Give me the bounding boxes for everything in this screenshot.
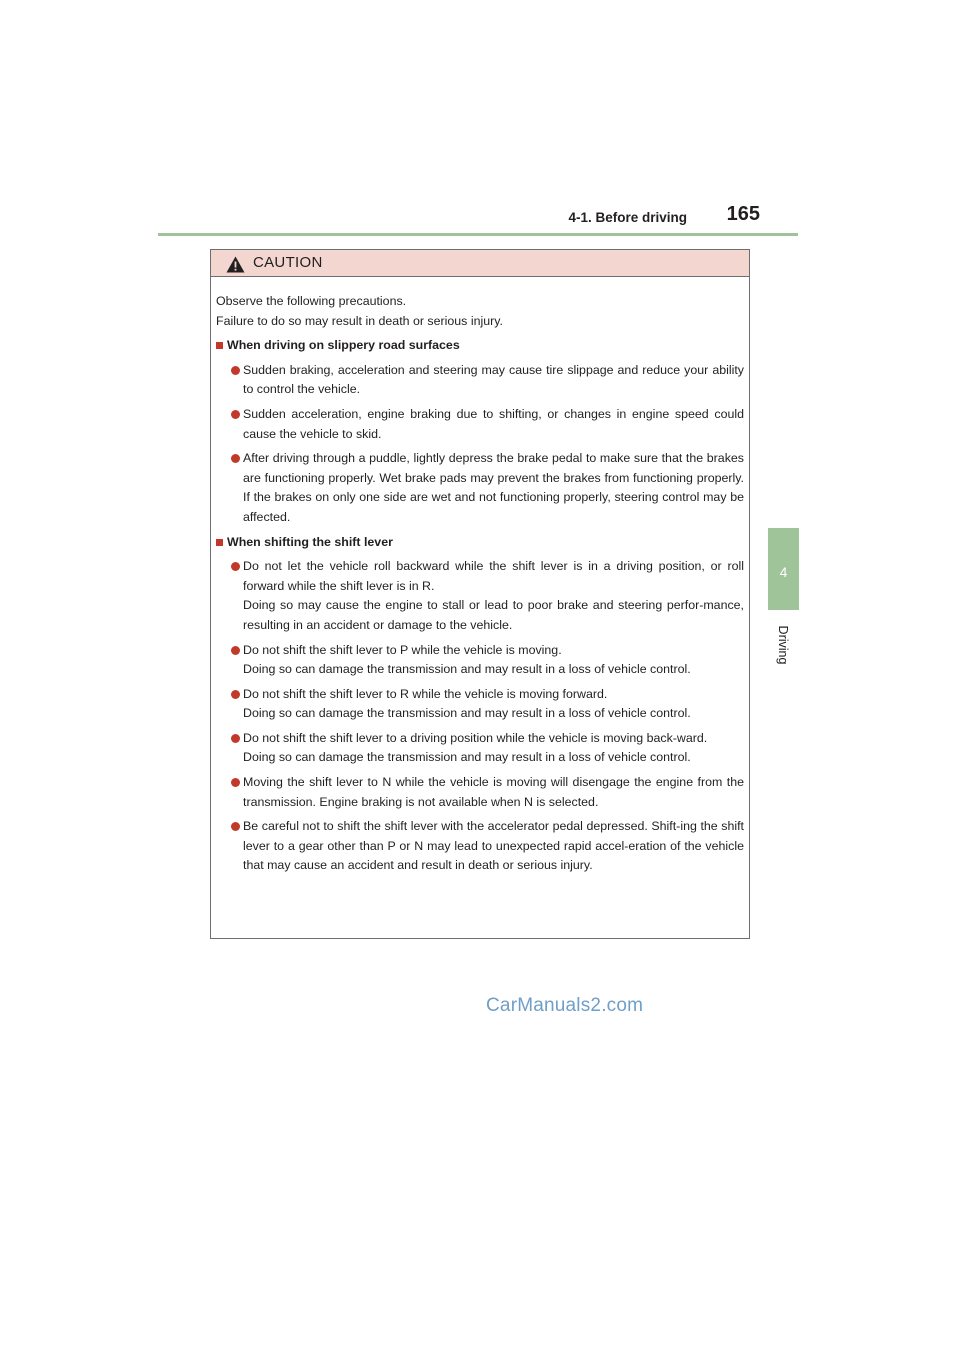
bullet-icon: [231, 366, 240, 375]
list-item: [216, 361, 744, 400]
list-item: [216, 817, 744, 876]
bullet-icon: [231, 778, 240, 787]
caution-box: [210, 249, 750, 939]
list-item: [216, 449, 744, 527]
item-text: Doing so can damage the transmission and may result in a loss of vehicle control.: [243, 750, 691, 765]
bullet-icon: [231, 562, 240, 571]
item-text: Sudden braking, acceleration and steering may cause tire slippage and reduce your ability to control the vehicle.: [243, 362, 744, 397]
square-bullet-icon: [216, 342, 223, 349]
item-text: Do not shift the shift lever to P while the vehicle is moving.: [243, 642, 562, 657]
bullet-list: [216, 557, 744, 876]
item-text: Be careful not to shift the shift lever with the accelerator pedal depressed. Shift-ing the shift lever to a gear other than P or N may lead to unexpected rapid accel-eration of the vehicle that may cause an accident and result in death or serious injury.: [243, 819, 744, 873]
list-item: [216, 773, 744, 812]
list-item: [216, 405, 744, 444]
warning-triangle-icon: [226, 256, 245, 273]
item-text: Sudden acceleration, engine braking due to shifting, or changes in engine speed could cause the vehicle to skid.: [243, 406, 744, 441]
caution-body: [211, 277, 749, 876]
item-text: Doing so can damage the transmission and may result in a loss of vehicle control.: [243, 706, 691, 721]
caution-intro: [216, 292, 744, 331]
section-title: 4-1. Before driving: [568, 210, 687, 225]
chapter-label: Driving: [776, 625, 790, 665]
item-text: Do not shift the shift lever to a driving position while the vehicle is moving back-ward.: [243, 730, 708, 745]
bullet-list: [216, 361, 744, 528]
intro-line: Observe the following precautions.: [216, 294, 407, 308]
list-item: [216, 729, 744, 768]
item-text: Doing so may cause the engine to stall or lead to poor brake and steering perfor-mance, resulting in an accident or damage to the vehicle.: [243, 598, 744, 632]
chapter-number: 4: [779, 564, 788, 580]
list-item: [216, 685, 744, 724]
section-heading: [216, 336, 744, 356]
item-text: Do not shift the shift lever to R while the vehicle is moving forward.: [243, 686, 608, 701]
section-heading-text: When driving on slippery road surfaces: [227, 338, 460, 353]
bullet-icon: [231, 822, 240, 831]
bullet-icon: [231, 454, 240, 463]
bullet-icon: [231, 646, 240, 655]
square-bullet-icon: [216, 539, 223, 546]
item-text: Moving the shift lever to N while the vehicle is moving will disengage the engine from the transmission. Engine braking is not available when N is selected.: [243, 775, 744, 809]
section-heading-text: When shifting the shift lever: [227, 534, 393, 549]
item-text: After driving through a puddle, lightly depress the brake pedal to make sure that the brakes are functioning properly. Wet brake pads may prevent the brakes from functioning properly. If the brakes on only one side are wet and not functioning properly, steering control may be affected.: [243, 451, 744, 524]
page-number: 165: [726, 203, 760, 225]
caution-header: [211, 250, 749, 277]
section-heading: [216, 533, 744, 553]
item-text: Do not let the vehicle roll backward while the shift lever is in a driving position, or roll forward while the shift lever is in R.: [243, 559, 744, 593]
bullet-icon: [231, 410, 240, 419]
chapter-tab: [768, 528, 799, 610]
header-rule: [158, 233, 798, 236]
list-item: [216, 641, 744, 680]
bullet-icon: [231, 690, 240, 699]
intro-line: Failure to do so may result in death or serious injury.: [216, 313, 503, 328]
bullet-icon: [231, 734, 240, 743]
caution-title: CAUTION: [253, 254, 323, 271]
item-text: Doing so can damage the transmission and may result in a loss of vehicle control.: [243, 662, 691, 677]
list-item: [216, 557, 744, 635]
watermark-link[interactable]: CarManuals2.com: [486, 995, 644, 1016]
